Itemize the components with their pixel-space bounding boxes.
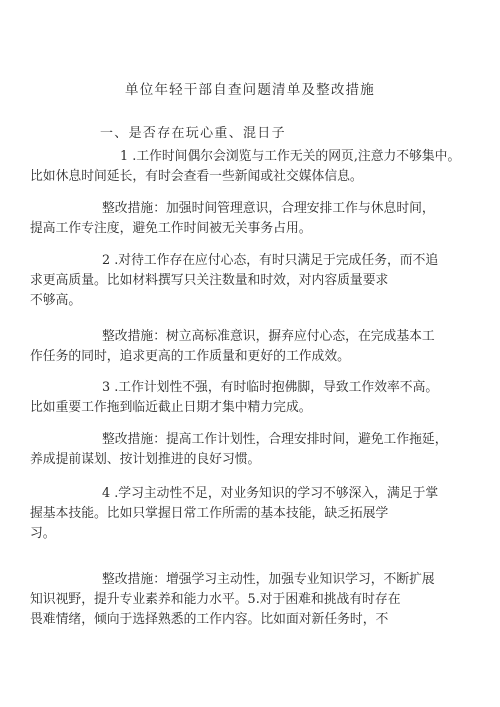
paragraph [30,147,461,187]
paragraph-line: 4 .学习主动性不足，对业务知识的学习不够深入，满足于掌 [102,486,439,501]
paragraph-line: 1 .工作时间偶尔会浏览与工作无关的网页,注意力不够集中。 [120,149,461,164]
paragraph-line: 整改措施：提高工作计划性，合理安排时间，避免工作拖延， [102,432,448,447]
paragraph-line: 3 .工作计划性不强，有时临时抱佛脚，导致工作效率不高。 [102,380,439,395]
paragraph [30,327,435,367]
paragraph-line: 2 .对待工作存在应付心态，有时只满足于完成任务，而不追 [102,253,439,268]
paragraph-line: 整改措施：加强时间管理意识，合理安排工作与休息时间， [102,201,435,216]
paragraph-line: 提高工作专注度，避免工作时间被无关事务占用。 [30,221,312,236]
paragraph [30,251,439,311]
paragraph-line: 求更高质量。比如材料撰写只关注数量和时效，对内容质量要求 [30,273,389,288]
paragraph-line: 比如重要工作拖到临近截止日期才集中精力完成。 [30,400,312,415]
paragraph-line: 比如休息时间延长，有时会查看一些新闻或社交媒体信息。 [30,169,363,184]
paragraph-line: 畏难情绪，倾向于选择熟悉的工作内容。比如面对新任务时，不 [30,612,389,627]
paragraph-line: 知识视野，提升专业素养和能力水平。5.对于困难和挑战有时存在 [30,592,401,607]
paragraph-line: 整改措施：增强学习主动性，加强专业知识学习，不断扩展 [102,572,435,587]
paragraph-line: 作任务的同时，追求更高的工作质量和更好的工作成效。 [30,349,350,364]
paragraph [30,570,435,630]
paragraph-line: 握基本技能。比如只掌握日常工作所需的基本技能，缺乏拓展学 [30,506,389,521]
paragraph [30,199,435,239]
paragraph-line: 不够高。 [30,293,82,308]
paragraph [30,484,439,544]
paragraph [30,378,439,418]
paragraph-line: 养成提前谋划、按计划推进的良好习惯。 [30,452,261,467]
section-heading: 一、是否存在玩心重、混日子 [100,126,286,141]
paragraph [30,430,448,470]
paragraph-line: 习。 [30,526,56,541]
paragraph-line: 整改措施：树立高标准意识，摒弃应付心态，在完成基本工 [102,329,435,344]
document-title: 单位年轻干部自查问题清单及整改措施 [125,82,375,98]
